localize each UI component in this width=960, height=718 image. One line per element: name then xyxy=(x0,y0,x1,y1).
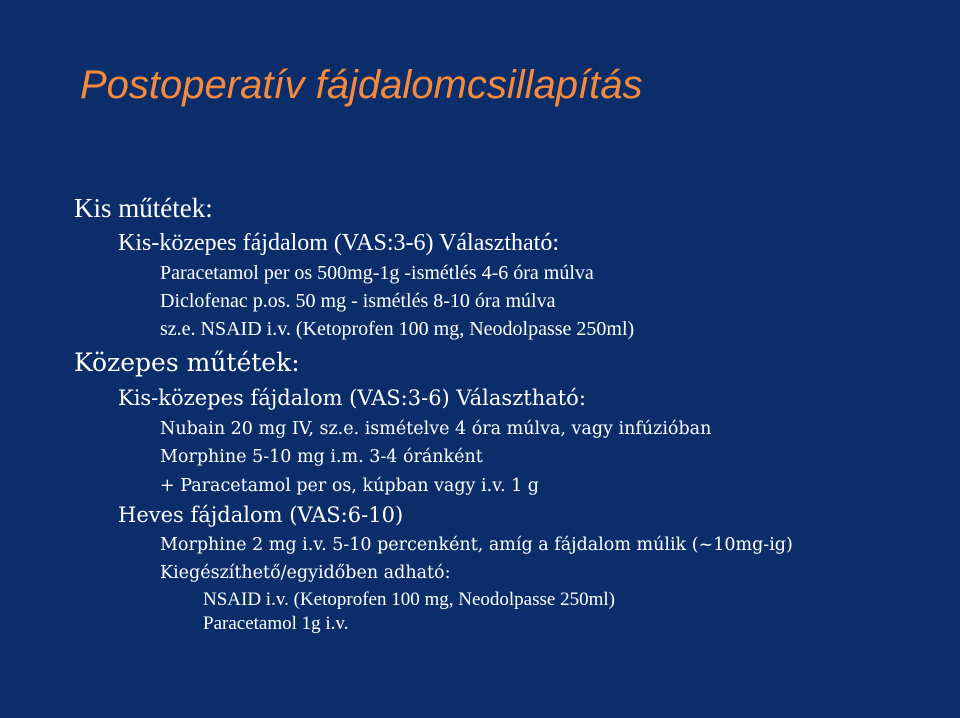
slide-title: Postoperatív fájdalomcsillapítás xyxy=(80,63,643,107)
drug-line: Morphine 2 mg i.v. 5-10 percenként, amíg a fájdalom múlik (~10mg-ig) xyxy=(160,535,793,555)
drug-line: sz.e. NSAID i.v. (Ketoprofen 100 mg, Neodolpasse 250ml) xyxy=(160,318,635,340)
drug-line: Paracetamol per os 500mg-1g -ismétlés 4-6 óra múlva xyxy=(160,262,594,284)
pain-level-line: Kis-közepes fájdalom (VAS:3-6) Választható: xyxy=(118,230,560,256)
drug-line: Morphine 5-10 mg i.m. 3-4 óránként xyxy=(160,447,483,467)
drug-line: Diclofenac p.os. 50 mg - ismétlés 8-10 óra múlva xyxy=(160,290,556,312)
drug-line: + Paracetamol per os, kúpban vagy i.v. 1 g xyxy=(160,476,540,496)
section-heading-minor-surgery: Kis műtétek: xyxy=(74,193,213,223)
pain-level-line: Kis-közepes fájdalom (VAS:3-6) Választható: xyxy=(118,386,586,410)
section-heading-medium-surgery: Közepes műtétek: xyxy=(74,348,300,377)
drug-line: Nubain 20 mg IV, sz.e. ismételve 4 óra múlva, vagy infúzióban xyxy=(160,419,712,439)
drug-line: NSAID i.v. (Ketoprofen 100 mg, Neodolpasse 250ml) xyxy=(203,589,615,610)
supplement-heading: Kiegészíthető/egyidőben adható: xyxy=(160,563,451,583)
pain-level-line: Heves fájdalom (VAS:6-10) xyxy=(118,503,404,527)
drug-line: Paracetamol 1g i.v. xyxy=(203,613,349,634)
